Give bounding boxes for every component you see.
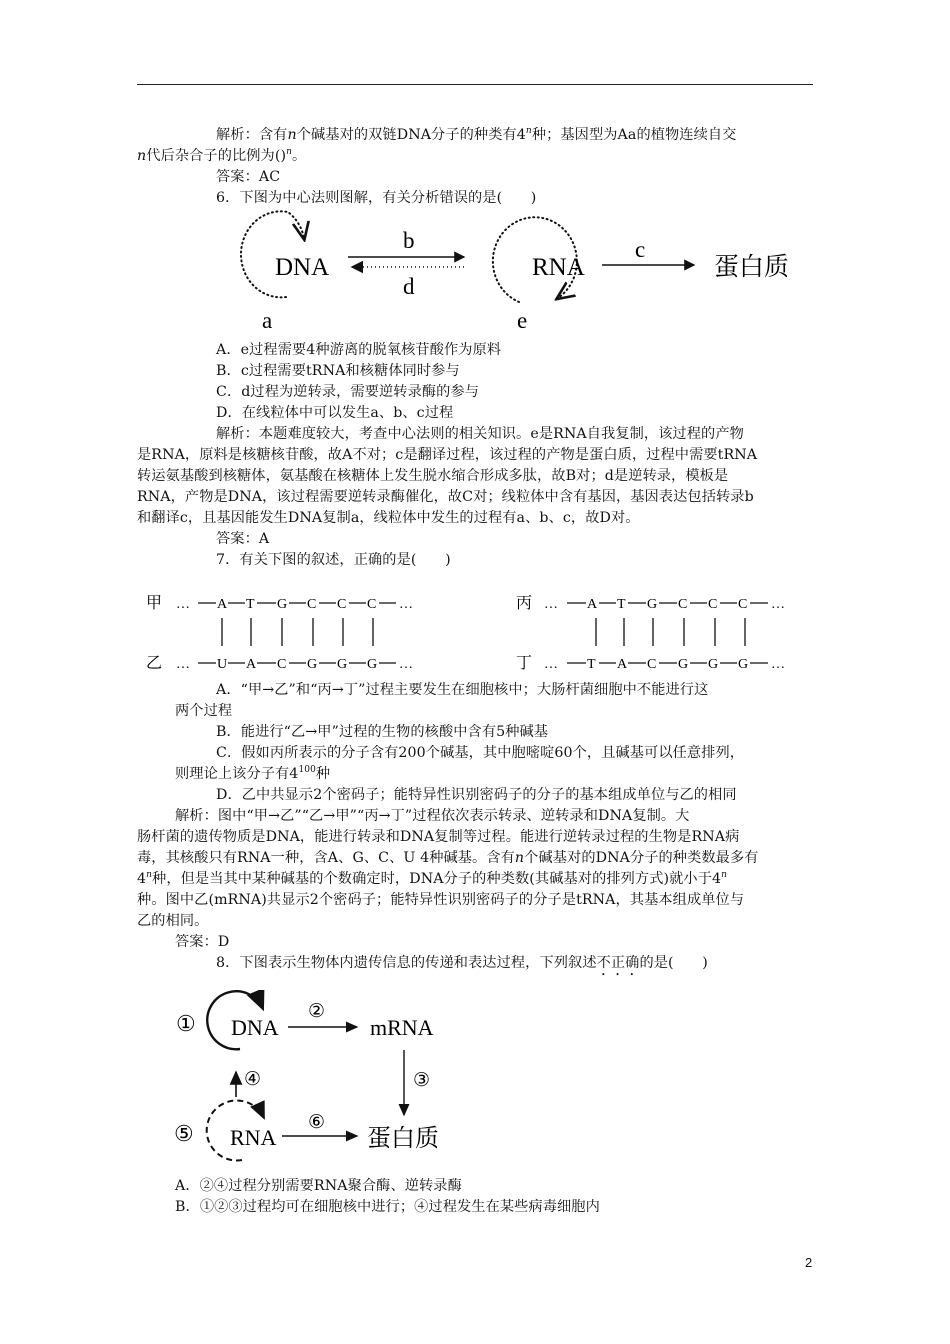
q6-analysis-line1: 解析：本题难度较大，考查中心法则的相关知识。e是RNA自我复制，该过程的产物 [216, 426, 744, 442]
q8-circle-2: ② [308, 1001, 326, 1022]
bing-base-5: C [738, 597, 748, 612]
q7-option-a-line2: 两个过程 [175, 703, 233, 719]
yi-base-4: G [337, 657, 348, 672]
q7-option-c-line1: C．假如丙所表示的分子含有200个碱基，其中胞嘧啶60个，且碱基可以任意排列， [216, 745, 745, 761]
bing-base-1: T [617, 597, 626, 612]
q5-answer: 答案：AC [216, 169, 281, 185]
yi-left-ellipsis: … [176, 657, 190, 672]
q6-central-dogma-diagram [210, 210, 810, 335]
q8-circle-3: ③ [413, 1070, 431, 1091]
q7-stem: 7．有关下图的叙述，正确的是( ) [216, 552, 451, 568]
q8-information-flow-diagram [170, 990, 490, 1170]
q8-circle-5: ⑤ [174, 1121, 194, 1146]
q7-analysis-line3: 毒，其核酸只有RNA一种，含A、G、C、U 4种碱基。含有n个碱基对的DNA分子的种类数最多有 [137, 850, 759, 866]
q8-mrna-label: mRNA [370, 1015, 434, 1040]
q7-analysis-line6: 乙的相同。 [137, 913, 209, 929]
q7-option-d: D．乙中共显示2个密码子；能特异性识别密码子的分子的基本组成单位与乙的相同 [216, 787, 737, 803]
right-pair-lines [596, 618, 745, 646]
q6-option-c: C．d过程为逆转录，需要逆转录酶的参与 [216, 384, 480, 400]
yi-base-3: G [307, 657, 318, 672]
bing-base-2: G [647, 597, 658, 612]
q6-option-b: B．c过程需要tRNA和核糖体同时参与 [216, 363, 460, 379]
q7-option-a-line1: A．“甲→乙”和“丙→丁”过程主要发生在细胞核中；大肠杆菌细胞中不能进行这 [216, 682, 709, 698]
q7-strands-diagram [140, 588, 810, 674]
jia-left-ellipsis: … [176, 597, 190, 612]
yi-base-1: A [246, 657, 257, 672]
ding-base-5: G [738, 657, 749, 672]
q7-analysis-line2: 肠杆菌的遗传物质是DNA，能进行转录和DNA复制等过程。能进行逆转录过程的生物是RNA病 [137, 829, 740, 845]
left-pair-lines [222, 618, 373, 646]
q7-answer: 答案：D [175, 934, 230, 950]
q8-option-a: A．②④过程分别需要RNA聚合酶、逆转录酶 [175, 1178, 462, 1194]
q6-analysis-line2: 是RNA，原料是核糖核苷酸，故A不对；c是翻译过程，该过程的产物是蛋白质，过程中需要tRNA [137, 447, 758, 463]
label-ding: 丁 [516, 655, 533, 672]
jia-right-ellipsis: … [399, 597, 413, 612]
ding-base-2: C [647, 657, 657, 672]
q7-analysis-line1: 解析：图中“甲→乙”“乙→甲”“丙→丁”过程依次表示转录、逆转录和DNA复制。大 [175, 808, 690, 824]
yi-base-2: C [277, 657, 287, 672]
q8-option-b: B．①②③过程均可在细胞核中进行；④过程发生在某些病毒细胞内 [175, 1199, 600, 1215]
ding-base-1: A [617, 657, 628, 672]
q8-dna-label: DNA [231, 1015, 279, 1040]
q6-analysis-line5: 和翻译c，且基因能发生DNA复制a，线粒体中发生的过程有a、b、c，故D对。 [137, 510, 640, 526]
q6-label-a: a [262, 308, 273, 333]
q6-label-c: c [635, 237, 646, 262]
ding-base-3: G [678, 657, 689, 672]
jia-base-5: C [367, 597, 377, 612]
header-rule [137, 84, 813, 85]
q8-protein-label: 蛋白质 [367, 1126, 439, 1152]
q6-option-a: A．e过程需要4种游离的脱氧核苷酸作为原料 [216, 342, 502, 358]
emphasis-text: 不正确 [596, 955, 640, 971]
q8-circle-1: ① [176, 1011, 196, 1036]
q7-option-c-line2: 则理论上该分子有$4^{100}$种 [175, 765, 331, 782]
q6-answer: 答案：A [216, 531, 270, 547]
yi-base-0: U [217, 657, 228, 672]
jia-base-2: G [277, 597, 288, 612]
q6-label-d: d [403, 274, 415, 299]
bing-base-4: C [708, 597, 718, 612]
q6-analysis-line3: 转运氨基酸到核糖体，氨基酸在核糖体上发生脱水缩合形成多肽，故B对；d是逆转录，模板是 [137, 468, 729, 484]
q8-stem: 8．下图表示生物体内遗传信息的传递和表达过程，下列叙述不正确的是( ) [216, 955, 708, 971]
yi-base-5: G [367, 657, 378, 672]
jia-base-0: A [217, 597, 228, 612]
q8-circle-4: ④ [244, 1069, 262, 1090]
ding-left-ellipsis: … [544, 657, 558, 672]
q7-option-b: B．能进行“乙→甲”过程的生物的核酸中含有5种碱基 [216, 724, 549, 740]
ding-base-4: G [708, 657, 719, 672]
q6-protein-label: 蛋白质 [714, 254, 790, 281]
ding-right-ellipsis: … [771, 657, 785, 672]
q8-circle-6: ⑥ [308, 1112, 326, 1133]
bing-base-3: C [678, 597, 688, 612]
q6-rna-label: RNA [532, 254, 585, 281]
yi-right-ellipsis: … [399, 657, 413, 672]
label-jia: 甲 [146, 595, 163, 612]
label-bing: 丙 [516, 595, 533, 612]
jia-base-1: T [246, 597, 255, 612]
bing-right-ellipsis: … [771, 597, 785, 612]
q6-label-b: b [403, 228, 415, 253]
bing-base-0: A [587, 597, 598, 612]
ding-base-0: T [587, 657, 596, 672]
bing-left-ellipsis: … [544, 597, 558, 612]
page-number: 2 [805, 1255, 813, 1270]
q7-analysis-line5: 种。图中乙(mRNA)共显示2个密码子；能特异性识别密码子的分子是tRNA，其基本组成单位与 [137, 892, 745, 908]
q8-rna-label: RNA [230, 1125, 277, 1150]
q6-label-e: e [517, 308, 528, 333]
jia-base-4: C [337, 597, 347, 612]
q7-analysis-line4: 4$^n$种，但是当其中某种碱基的个数确定时，DNA分子的种类数(其碱基对的排列方式)就小于4$^n$ [137, 870, 728, 887]
q5-analysis-line1: 解析：含有n个碱基对的双链DNA分子的种类有4$^n$种；基因型为Aa的植物连续自交 [216, 126, 737, 143]
q6-option-d: D．在线粒体中可以发生a、b、c过程 [216, 405, 454, 421]
q6-stem: 6．下图为中心法则图解，有关分析错误的是( ) [216, 190, 537, 206]
q6-dna-label: DNA [275, 254, 330, 281]
label-yi: 乙 [146, 655, 163, 672]
jia-base-3: C [307, 597, 317, 612]
q6-analysis-line4: RNA，产物是DNA，该过程需要逆转录酶催化，故C对；线粒体中含有基因，基因表达包括转录b [137, 489, 754, 505]
q5-analysis-line2: n代后杂合子的比例为()$^n$。 [137, 147, 307, 164]
